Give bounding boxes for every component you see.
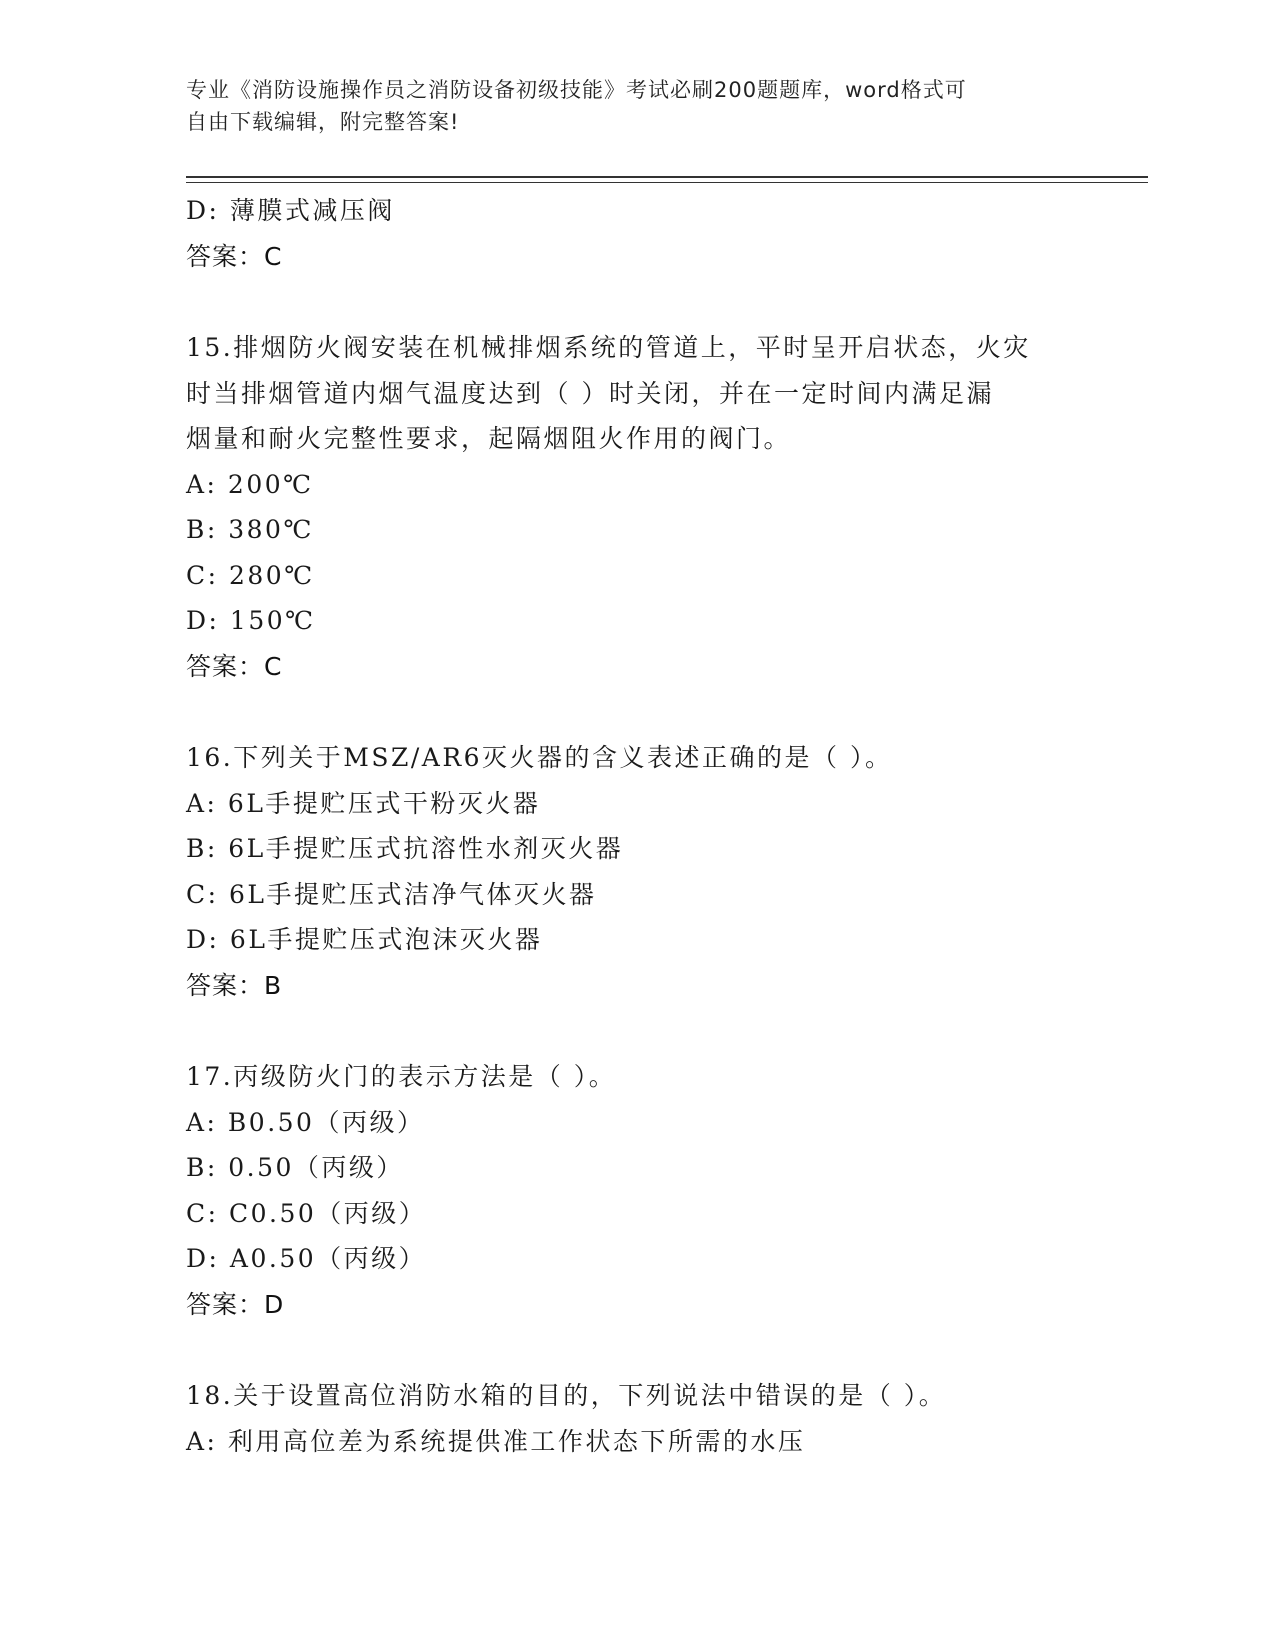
option-d: D: 150℃ (186, 606, 316, 635)
header-title-line-1: 专业《消防设施操作员之消防设备初级技能》考试必刷200题题库，word格式可 (186, 78, 967, 102)
option-b: B: 6L手提贮压式抗溶性水剂灭火器 (186, 834, 624, 863)
question-stem-line: 烟量和耐火完整性要求，起隔烟阻火作用的阀门。 (186, 424, 792, 453)
answer-line: 答案：B (186, 970, 283, 1000)
question-15 (186, 325, 1066, 689)
answer-line: 答案：C (186, 241, 283, 271)
document-header (186, 74, 1076, 138)
question-stem-line: 17.丙级防火门的表示方法是（ ）。 (186, 1062, 617, 1091)
header-divider-thin (186, 182, 1148, 183)
option-a: A: 利用高位差为系统提供准工作状态下所需的水压 (186, 1426, 806, 1456)
option-c: C: C0.50（丙级） (186, 1198, 427, 1228)
question-17 (186, 1054, 1066, 1327)
option-b: B: 380℃ (186, 515, 314, 544)
spacer (186, 689, 1066, 735)
header-divider-thick (186, 176, 1148, 178)
spacer (186, 279, 1066, 325)
option-a: A: 6L手提贮压式干粉灭火器 (186, 788, 541, 818)
option-d: D: A0.50（丙级） (186, 1244, 427, 1273)
option-c: C: 280℃ (186, 560, 315, 590)
option-d: D: 6L手提贮压式泡沫灭火器 (186, 925, 543, 954)
question-stem-line: 18.关于设置高位消防水箱的目的，下列说法中错误的是（ ）。 (186, 1381, 947, 1410)
question-stem-line: 15.排烟防火阀安装在机械排烟系统的管道上，平时呈开启状态，火灾 (186, 333, 1031, 362)
option-b: B: 0.50（丙级） (186, 1153, 404, 1182)
question-stem-line: 16.下列关于MSZ/AR6灭火器的含义表述正确的是（ ）。 (186, 743, 893, 772)
question-stem-line: 时当排烟管道内烟气温度达到（ ）时关闭，并在一定时间内满足漏 (186, 378, 994, 408)
question-16 (186, 735, 1066, 1008)
spacer (186, 1008, 1066, 1054)
question-list (186, 188, 1066, 1464)
option-a: A: 200℃ (186, 469, 314, 499)
answer-line: 答案：C (186, 651, 283, 681)
question-18 (186, 1373, 1066, 1464)
answer-line: 答案：D (186, 1289, 285, 1319)
option-d: D: 薄膜式减压阀 (186, 196, 395, 225)
header-title-line-2: 自由下载编辑，附完整答案! (186, 110, 460, 134)
option-c: C: 6L手提贮压式洁净气体灭火器 (186, 879, 597, 909)
option-a: A: B0.50（丙级） (186, 1107, 425, 1137)
spacer (186, 1327, 1066, 1373)
question-14-continuation (186, 188, 1066, 279)
